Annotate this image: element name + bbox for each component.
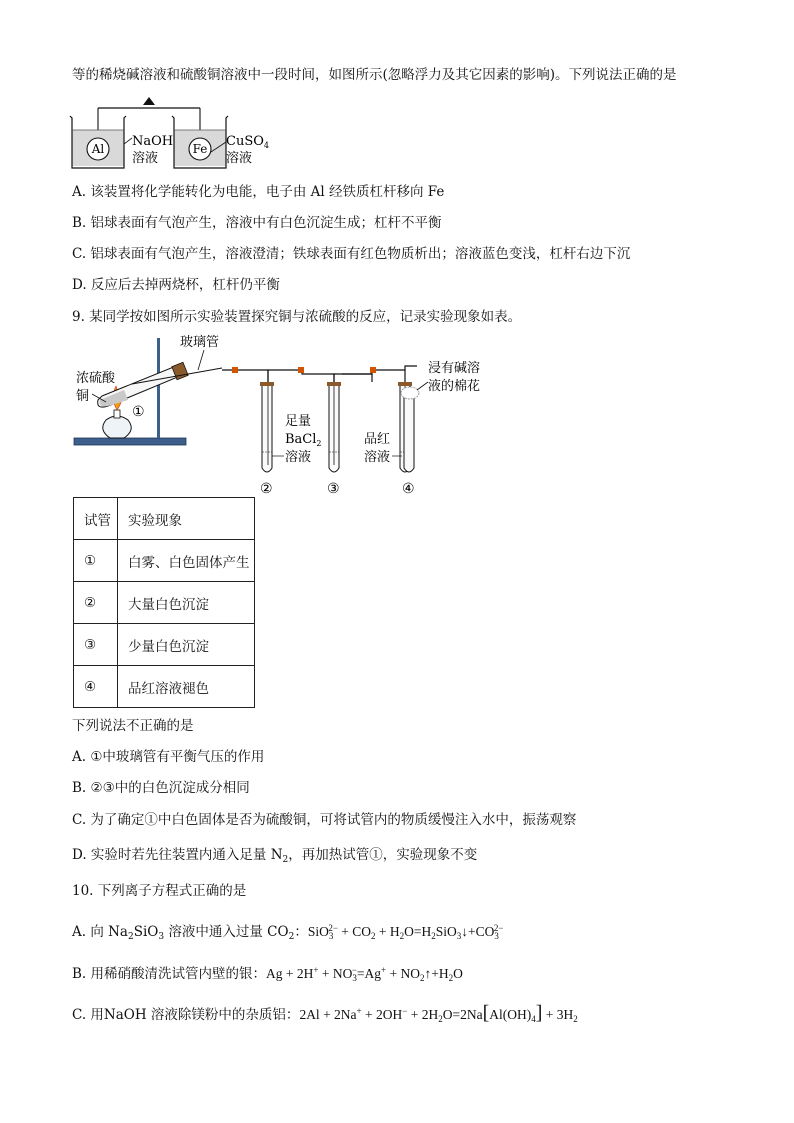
table-row <box>74 666 255 708</box>
q10-stem: 10. 下列离子方程式正确的是 <box>72 883 247 899</box>
q8-option-b: B. 铝球表面有气泡产生，溶液中有白色沉淀生成；杠杆不平衡 <box>72 215 442 231</box>
equation-c: $2Al + 2Na^+ + 2OH^- + 2H_2O=2Na[Al(OH)_4] + 3H_2$ <box>299 1002 578 1024</box>
test-tube-3 <box>327 382 341 472</box>
table-row <box>74 624 255 666</box>
glass-tube-label: 玻璃管 <box>180 335 220 350</box>
q10-option-c: C. 用NaOH 溶液除镁粉中的杂质铝：$2Al + 2Na^+ + 2OH^- + 2H_2O=2Na[Al(OH)_4] + 3H_2$ <box>72 1002 578 1024</box>
equation-a: $SiO_3^{2-} + CO_2$ + $H_2O=H_2SiO_3↓+CO_3^{2-}$ <box>307 923 504 941</box>
q8-option-d: D. 反应后去掉两烧杯，杠杆仍平衡 <box>72 277 280 293</box>
q9-apparatus-figure <box>72 330 512 498</box>
q10-option-b: B. 用稀硝酸清洗试管内壁的银：$Ag + 2H^+ + NO_3^-=Ag^+$ + $NO_2↑+H_2O$ <box>72 965 463 983</box>
cotton-label-1: 浸有碱溶 <box>428 361 481 376</box>
q8-stem: 等的稀烧碱溶液和硫酸铜溶液中一段时间，如图所示(忽略浮力及其它因素的影响)。下列说法正确的是 <box>72 67 677 83</box>
table-row <box>74 582 255 624</box>
cuso4-label: CuSO$_4$ <box>226 134 269 150</box>
q8-option-a: A. 该装置将化学能转化为电能，电子由 Al 经铁质杠杆移向 Fe <box>72 184 445 200</box>
fulcrum-triangle-icon <box>143 97 155 105</box>
q9-option-a: A. ①中玻璃管有平衡气压的作用 <box>72 749 265 765</box>
equation-b: $Ag + 2H^+ + NO_3^-=Ag^+$ + $NO_2↑+H_2O$ <box>266 965 463 983</box>
bacl2-label: BaCl$_2$ <box>285 432 322 448</box>
table-cell: ① <box>74 540 118 582</box>
al-label: Al <box>91 142 105 156</box>
cotton-label-2: 液的棉花 <box>428 379 481 394</box>
conc-acid-label: 浓硫酸 <box>76 371 116 386</box>
table-cell: ② <box>74 582 118 624</box>
cuso4-solution-label: 溶液 <box>226 151 253 166</box>
fe-label: Fe <box>192 142 208 156</box>
naoh-solution-label: 溶液 <box>132 151 159 166</box>
naoh-label: NaOH <box>132 134 174 149</box>
copper-label: 铜 <box>76 389 90 404</box>
q9-option-d: D. 实验时若先往装置内通入足量 $N_2$，再加热试管①，实验现象不变 <box>72 847 478 865</box>
table-cell: ③ <box>74 624 118 666</box>
cotton-icon <box>401 387 419 399</box>
table-cell: 品红溶液褪色 <box>118 666 255 708</box>
test-tube-2 <box>260 382 274 472</box>
solution-label-2: 溶液 <box>364 450 391 465</box>
table-cell: ④ <box>74 666 118 708</box>
q9-stem: 9. 某同学按如图所示实验装置探究铜与浓硫酸的反应，记录实验现象如表。 <box>72 309 522 325</box>
solution-label-1: 溶液 <box>285 450 312 465</box>
stand-base <box>74 438 186 445</box>
table-header-cell: 实验现象 <box>118 498 255 540</box>
table-header-cell: 试管 <box>74 498 118 540</box>
test-tube-cotton <box>401 387 419 472</box>
observation-table <box>73 497 255 708</box>
tube1-label: ① <box>132 404 145 420</box>
tube3-label: ③ <box>327 481 340 497</box>
tube2-label: ② <box>260 481 273 497</box>
stand-rod <box>157 338 160 438</box>
q9-question: 下列说法不正确的是 <box>72 718 194 734</box>
table-cell: 大量白色沉淀 <box>118 582 255 624</box>
tube4-label: ④ <box>402 481 415 497</box>
q8-figure <box>66 92 296 172</box>
q9-option-c: C. 为了确定①中白色固体是否为硫酸铜，可将试管内的物质缓慢注入水中，振荡观察 <box>72 812 577 828</box>
table-cell: 白雾、白色固体产生 <box>118 540 255 582</box>
q9-option-b: B. ②③中的白色沉淀成分相同 <box>72 780 250 796</box>
table-row <box>74 540 255 582</box>
pinkred-label: 品红 <box>364 432 391 447</box>
q10-option-a: A. 向 $Na_2SiO_3$ 溶液中通入过量 $CO_2$：$SiO_3^{2-} + CO_2$ + $H_2O=H_2SiO_3↓+CO_3^{2-}$ <box>72 923 504 942</box>
table-header-row <box>74 498 255 540</box>
sufficient-label: 足量 <box>285 414 312 429</box>
q8-option-c: C. 铝球表面有气泡产生，溶液澄清；铁球表面有红色物质析出；溶液蓝色变浅，杠杆右边下沉 <box>72 246 631 262</box>
table-cell: 少量白色沉淀 <box>118 624 255 666</box>
